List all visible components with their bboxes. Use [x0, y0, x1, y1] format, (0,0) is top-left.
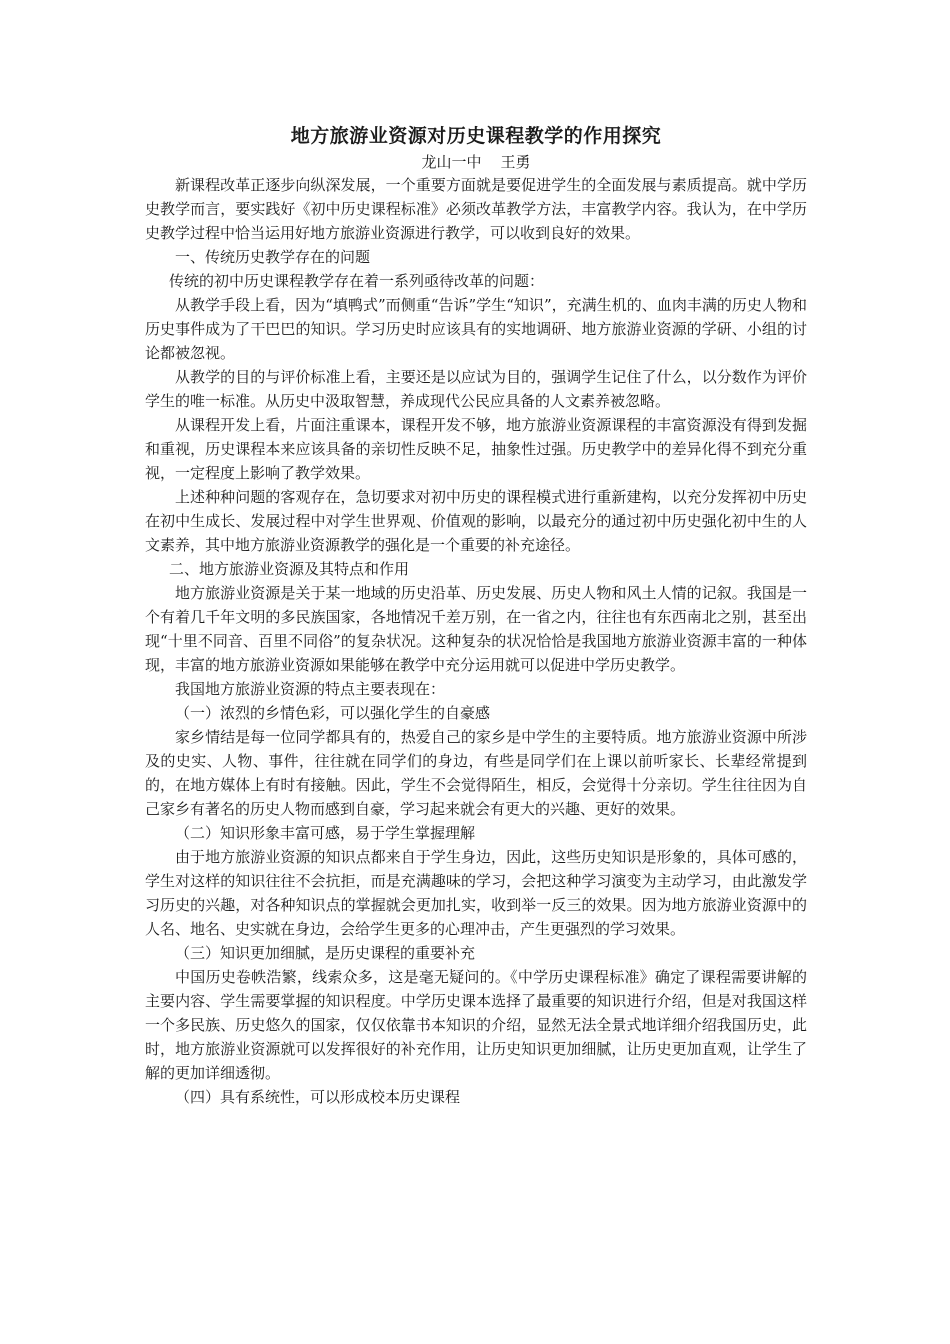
- document-title: 地方旅游业资源对历史课程教学的作用探究: [290, 125, 662, 147]
- section-1-paragraph-4: 上述种种问题的客观存在，急切要求对初中历史的课程模式进行重新建构，以充分发挥初中历史在初中生成长、发展过程中对学生世界观、价值观的影响，以最充分的通过初中历史强化初中生的人文素养，其中地方旅游业资源教学的强化是一个重要的补充途径。: [145, 488, 807, 554]
- section-2-heading: 二、地方旅游业资源及其特点和作用: [169, 560, 410, 578]
- document-page: [145, 121, 807, 1109]
- section-2-paragraph-2: 我国地方旅游业资源的特点主要表现在：: [175, 680, 446, 698]
- section-1-lead: 传统的初中历史课程教学存在着一系列亟待改革的问题：: [169, 272, 545, 290]
- document-author: 龙山一中 王勇: [421, 153, 531, 171]
- section-1-heading: 一、传统历史教学存在的问题: [175, 248, 371, 266]
- subsection-4-heading: （四）具有系统性，可以形成校本历史课程: [175, 1088, 461, 1106]
- section-1-paragraph-2: 从教学的目的与评价标准上看，主要还是以应试为目的，强调学生记住了什么，以分数作为评价学生的唯一标准。从历史中汲取智慧，养成现代公民应具备的人文素养被忽略。: [145, 368, 807, 410]
- subsection-3-body: 中国历史卷帙浩繁，线索众多，这是毫无疑问的。《中学历史课程标准》确定了课程需要讲解的主要内容、学生需要掌握的知识程度。中学历史课本选择了最重要的知识进行介绍，但是对我国这样一个多民族、历史悠久的国家，仅仅依靠书本知识的介绍，显然无法全景式地详细介绍我国历史，此时，地方旅游业资源就可以发挥很好的补充作用，让历史知识更加细腻，让历史更加直观，让学生了解的更加详细透彻。: [145, 968, 807, 1082]
- subsection-2-body: 由于地方旅游业资源的知识点都来自于学生身边，因此，这些历史知识是形象的，具体可感的，学生对这样的知识往往不会抗拒，而是充满趣味的学习，会把这种学习演变为主动学习，由此激发学习历史的兴趣，对各种知识点的掌握就会更加扎实，收到举一反三的效果。因为地方旅游业资源中的人名、地名、史实就在身边，会给学生更多的心理冲击，产生更强烈的学习效果。: [145, 848, 807, 938]
- subsection-1-body: 家乡情结是每一位同学都具有的，热爱自己的家乡是中学生的主要特质。地方旅游业资源中所涉及的史实、人物、事件，往往就在同学们的身边，有些是同学们在上课以前听家长、长辈经常提到的，在地方媒体上有时有接触。因此，学生不会觉得陌生，相反，会觉得十分亲切。学生往往因为自己家乡有著名的历史人物而感到自豪，学习起来就会有更大的兴趣、更好的效果。: [145, 728, 807, 818]
- subsection-1-heading: （一）浓烈的乡情色彩，可以强化学生的自豪感: [175, 704, 491, 722]
- subsection-2-heading: （二）知识形象丰富可感，易于学生掌握理解: [175, 824, 476, 842]
- section-2-paragraph-1: 地方旅游业资源是关于某一地域的历史沿革、历史发展、历史人物和风土人情的记叙。我国是一个有着几千年文明的多民族国家，各地情况千差万别，在一省之内，往往也有东西南北之别，甚至出现“十里不同音、百里不同俗”的复杂状况。这种复杂的状况恰恰是我国地方旅游业资源丰富的一种体现，丰富的地方旅游业资源如果能够在教学中充分运用就可以促进中学历史教学。: [145, 584, 807, 674]
- section-1-paragraph-3: 从课程开发上看，片面注重课本，课程开发不够，地方旅游业资源课程的丰富资源没有得到发掘和重视，历史课程本来应该具备的亲切性反映不足，抽象性过强。历史教学中的差异化得不到充分重视，一定程度上影响了教学效果。: [145, 416, 807, 482]
- subsection-3-heading: （三）知识更加细腻，是历史课程的重要补充: [175, 944, 476, 962]
- intro-paragraph: 新课程改革正逐步向纵深发展，一个重要方面就是要促进学生的全面发展与素质提高。就中学历史教学而言，要实践好《初中历史课程标准》必须改革教学方法，丰富教学内容。我认为，在中学历史教学过程中恰当运用好地方旅游业资源进行教学，可以收到良好的效果。: [145, 176, 807, 242]
- section-1-paragraph-1: 从教学手段上看，因为“填鸭式”而侧重“告诉”学生“知识”，充满生机的、血肉丰满的历史人物和历史事件成为了干巴巴的知识。学习历史时应该具有的实地调研、地方旅游业资源的学研、小组的讨论都被忽视。: [145, 296, 807, 362]
